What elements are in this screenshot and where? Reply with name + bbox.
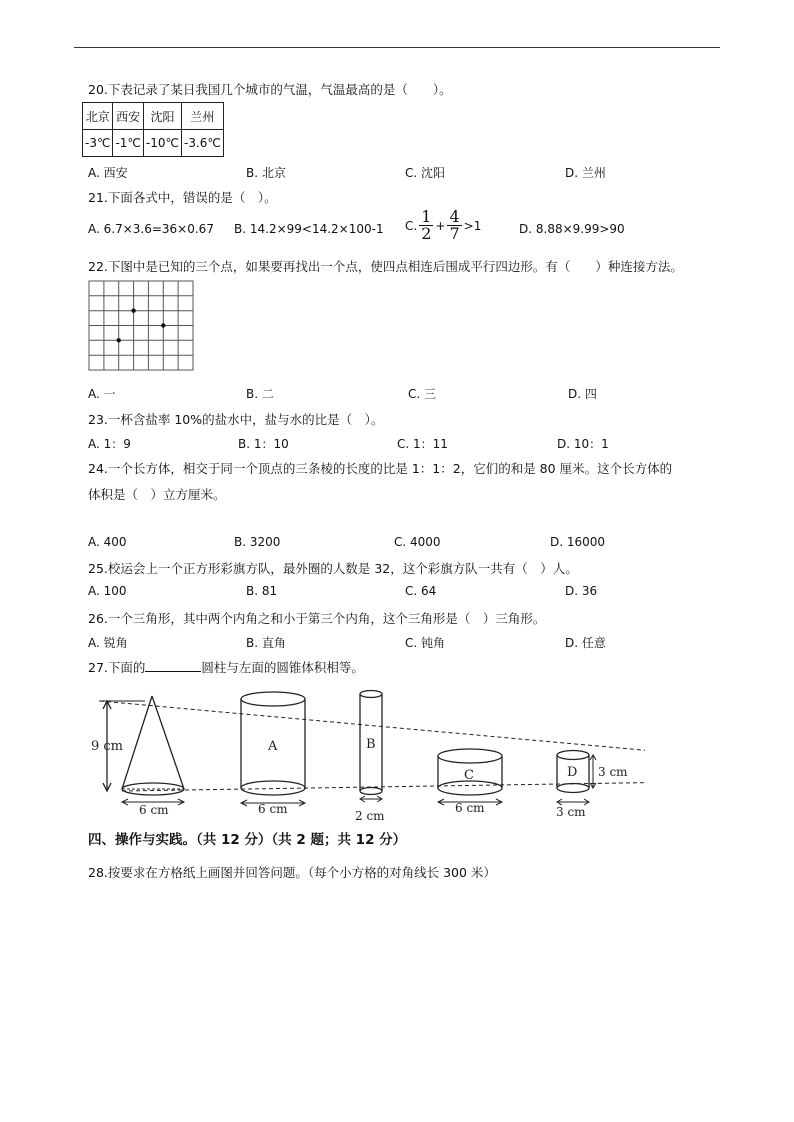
q23-option-c[interactable]: C. 1：11	[397, 437, 448, 451]
cylinder-d-height-label: 3 cm	[598, 765, 628, 779]
cone-height-label: 9 cm	[91, 739, 124, 754]
cone-base-label: 6 cm	[139, 803, 169, 817]
cylinder-a-label: A	[268, 739, 278, 754]
q26-option-c[interactable]: C. 钝角	[405, 636, 446, 650]
q21-option-c[interactable]	[405, 209, 481, 242]
q26-option-d[interactable]: D. 任意	[565, 636, 606, 650]
q21-option-b[interactable]: B. 14.2×99<14.2×100-1	[234, 222, 384, 236]
q26-option-b[interactable]: B. 直角	[246, 636, 286, 650]
question-27	[88, 658, 364, 676]
q20-option-d[interactable]: D. 兰州	[565, 166, 606, 180]
fraction-one-half: $\frac{1}{2}$	[421, 207, 432, 243]
q26-option-a[interactable]: A. 锐角	[88, 636, 128, 650]
table-row	[83, 103, 224, 130]
q24-option-b[interactable]: B. 3200	[234, 535, 281, 549]
q23-option-a[interactable]: A. 1：9	[88, 437, 131, 451]
q24-option-c[interactable]: C. 4000	[394, 535, 441, 549]
cylinder-b-base-label: 2 cm	[355, 809, 385, 823]
q24-option-d[interactable]: D. 16000	[550, 535, 606, 549]
q20-option-a[interactable]: A. 西安	[88, 166, 128, 180]
given-point	[117, 338, 121, 342]
q20-option-c[interactable]: C. 沈阳	[405, 166, 446, 180]
question-24-line-1: 24.一个长方体，相交于同一个顶点的三条棱的长度的比是 1：1：2，它们的和是 80 厘米。这个长方体的	[88, 461, 673, 476]
question-26: 26.一个三角形，其中两个内角之和小于第三个内角，这个三角形是（ ）三角形。	[88, 611, 546, 626]
question-22: 22.下图中是已知的三个点，如果要再找出一个点，使四点相连后围成平行四边形。有（ ）种连接方法。	[88, 259, 683, 274]
q20-option-b[interactable]: B. 北京	[246, 166, 286, 180]
dot-grid-figure	[88, 280, 195, 372]
q22-option-a[interactable]: A. 一	[88, 387, 116, 401]
q23-option-b[interactable]: B. 1：10	[238, 437, 289, 451]
q22-option-b[interactable]: B. 二	[246, 387, 274, 401]
q22-option-c[interactable]: C. 三	[408, 387, 437, 401]
question-28: 28.按要求在方格纸上画图并回答问题。（每个小方格的对角线长 300 米）	[88, 865, 496, 880]
fraction-four-sevenths: $\frac{4}{7}$	[449, 207, 460, 243]
option-c-suffix: >1	[463, 218, 482, 233]
city-cell: 西安	[113, 103, 143, 130]
question-27-suffix: 圆柱与左面的圆锥体积相等。	[201, 660, 364, 675]
q23-option-d[interactable]: D. 10：1	[557, 437, 609, 451]
city-cell: 沈阳	[143, 103, 181, 130]
city-cell: 兰州	[181, 103, 223, 130]
question-24-line-2: 体积是（ ）立方厘米。	[88, 487, 226, 502]
temp-cell: -3℃	[83, 130, 113, 157]
cylinder-d-label: D	[567, 765, 578, 780]
cylinder-c-base-label: 6 cm	[455, 801, 485, 815]
q24-option-a[interactable]: A. 400	[88, 535, 127, 549]
grid-lines	[89, 281, 193, 370]
question-20: 20.下表记录了某日我国几个城市的气温，气温最高的是（ ）。	[88, 82, 452, 97]
cylinder-d-base-label: 3 cm	[556, 805, 586, 819]
given-point	[161, 323, 165, 327]
q25-option-a[interactable]: A. 100	[88, 584, 127, 598]
answer-blank[interactable]	[145, 659, 201, 672]
header-rule	[74, 47, 720, 48]
temp-cell: -1℃	[113, 130, 143, 157]
temp-cell: -3.6℃	[181, 130, 223, 157]
section-4-title: 四、操作与实践。（共 12 分）（共 2 题；共 12 分）	[88, 832, 407, 848]
cylinder-a-base-label: 6 cm	[258, 802, 288, 816]
table-row	[83, 130, 224, 157]
option-c-prefix: C.	[405, 218, 418, 233]
question-25: 25.校运会上一个正方形彩旗方队，最外圈的人数是 32，这个彩旗方队一共有（ ）人。	[88, 561, 578, 576]
q25-option-d[interactable]: D. 36	[565, 584, 598, 598]
question-21: 21.下面各式中，错误的是（ ）。	[88, 190, 277, 205]
q25-option-c[interactable]: C. 64	[405, 584, 437, 598]
cylinder-c-label: C	[464, 768, 474, 783]
question-23: 23.一杯含盐率 10%的盐水中，盐与水的比是（ ）。	[88, 412, 384, 427]
cone-cylinder-figure	[85, 684, 645, 824]
question-27-prefix: 27.下面的	[88, 660, 146, 675]
q22-option-d[interactable]: D. 四	[568, 387, 597, 401]
given-point	[131, 309, 135, 313]
temp-cell: -10℃	[143, 130, 181, 157]
temperature-table	[82, 102, 224, 157]
q25-option-b[interactable]: B. 81	[246, 584, 278, 598]
q21-option-d[interactable]: D. 8.88×9.99>90	[519, 222, 625, 236]
cone-shape	[122, 696, 184, 795]
q21-option-a[interactable]: A. 6.7×3.6=36×0.67	[88, 222, 214, 236]
plus-sign: +	[435, 218, 446, 233]
city-cell: 北京	[83, 103, 113, 130]
cylinder-b-label: B	[366, 737, 376, 752]
